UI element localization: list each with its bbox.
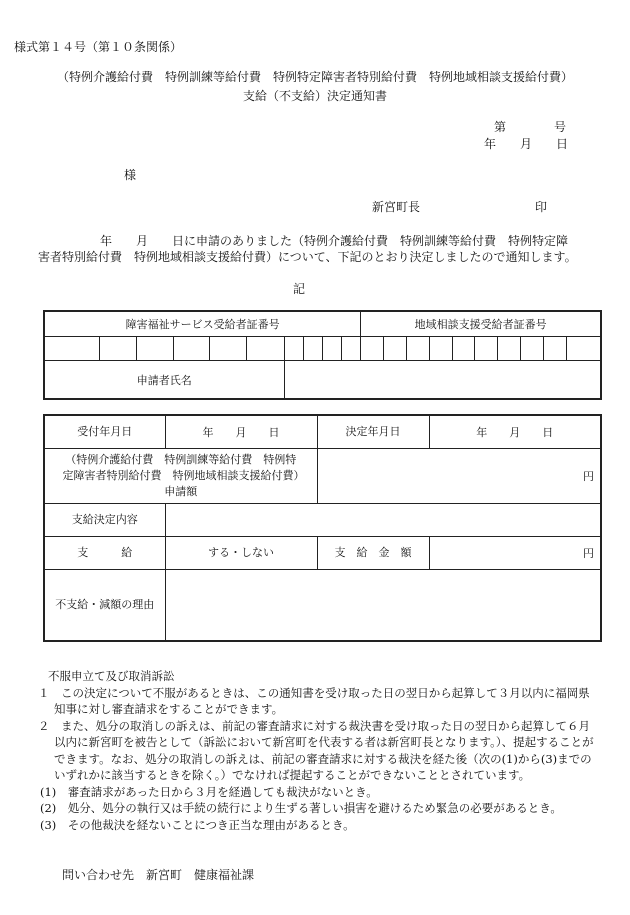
regional-cert-digit-2[interactable] [384,337,407,361]
issuer: 新宮町長 [372,200,421,214]
decision-date-field[interactable]: 年 月 日 [429,415,601,449]
claim-amount-field[interactable]: 円 [317,449,601,504]
recipient-cert-digit-6[interactable] [247,337,284,361]
recipient-cert-label: 障害福祉サービス受給者証番号 [44,311,361,337]
recipient-cert-digit-3[interactable] [136,337,173,361]
regional-cert-digit-8[interactable] [520,337,543,361]
applicant-name-label: 申請者氏名 [44,361,284,400]
recipient-cert-digit-1[interactable] [44,337,99,361]
document-date: 年 月 日 [484,137,569,151]
decision-table [43,414,602,642]
decision-date-label: 決定年月日 [317,415,429,449]
applicant-name-field[interactable] [284,361,601,400]
recipient-cert-digit-10[interactable] [342,337,361,361]
regional-cert-digit-3[interactable] [406,337,429,361]
claim-amount-label: （特例介護給付費 特例訓練等給付費 特例特定障害者特別給付費 特例地域相談支援給付費）申請額 [44,449,317,504]
document-title-line1: （特例介護給付費 特例訓練等給付費 特例特定障害者特別給付費 特例地域相談支援給付費） [56,70,573,84]
decision-content-label: 支給決定内容 [44,504,165,537]
seal-mark: 印 [535,200,548,214]
recipient-cert-digit-4[interactable] [173,337,210,361]
recipient-cert-digit-5[interactable] [210,337,247,361]
regional-cert-digit-4[interactable] [429,337,452,361]
payment-amount-field[interactable]: 円 [429,537,601,570]
appeal-sub-3: (3) その他裁決を経ないことにつき正当な理由があるとき。 [40,817,355,832]
regional-cert-digit-9[interactable] [543,337,566,361]
payment-label: 支 給 [44,537,165,570]
recipient-cert-digit-8[interactable] [303,337,322,361]
addressee-suffix: 様 [124,168,137,182]
appeal-heading: 不服申立て及び取消訴訟 [48,669,175,683]
appeal-item-2: ２ また、処分の取消しの訴えは、前記の審査請求に対する裁決書を受け取った日の翌日から起算して６月以内に新宮町を被告として（訴訟において新宮町を代表する者は新宮町長となります。）、提起することができます。なお、処分の取消しの訴えは、前記の審査請求に対する裁決を経た後（次の(1)から(3)までのいずれかに該当するときを除く。）でなければ提起することができないこととされています。 [38,718,594,782]
body-text-line1: 年 月 日に申請のありました（特例介護給付費 特例訓練等給付費 特例特定障 [100,234,569,248]
payment-choice[interactable]: する・しない [165,537,317,570]
regional-cert-label: 地域相談支援受給者証番号 [361,311,601,337]
regional-cert-digit-1[interactable] [361,337,384,361]
regional-cert-digit-6[interactable] [475,337,498,361]
ki-marker: 記 [293,282,306,296]
certificate-table [43,310,602,400]
regional-cert-digit-5[interactable] [452,337,475,361]
receipt-date-field[interactable]: 年 月 日 [165,415,317,449]
form-number: 様式第１４号（第１０条関係） [14,40,183,54]
recipient-cert-digit-2[interactable] [99,337,136,361]
appeal-sub-2: (2) 処分、処分の執行又は手続の続行により生ずる著しい損害を避けるため緊急の必要があるとき。 [40,801,562,815]
rejection-reason-label: 不支給・減額の理由 [44,570,165,642]
rejection-reason-field[interactable] [165,570,601,642]
appeal-item-1: １ この決定について不服があるときは、この通知書を受け取った日の翌日から起算して３月以内に福岡県知事に対し審査請求をすることができます。 [38,685,590,716]
recipient-cert-digit-9[interactable] [322,337,341,361]
appeal-sub-1: (1) 審査請求があった日から３月を経過しても裁決がないとき。 [40,784,378,799]
cert-digit-row [44,337,601,361]
body-text-line2: 害者特別給付費 特例地域相談支援給付費）について、下記のとおり決定しましたので通知します。 [38,250,577,264]
payment-amount-label: 支 給 金 額 [317,537,429,570]
document-number: 第 号 [494,120,567,134]
receipt-date-label: 受付年月日 [44,415,165,449]
contact-info: 問い合わせ先 新宮町 健康福祉課 [62,868,255,882]
appeal-notes [38,668,594,833]
regional-cert-digit-7[interactable] [498,337,521,361]
regional-cert-digit-10[interactable] [566,337,601,361]
document-title-line2: 支給（不支給）決定通知書 [242,89,387,103]
decision-content-field[interactable] [165,504,601,537]
recipient-cert-digit-7[interactable] [284,337,303,361]
